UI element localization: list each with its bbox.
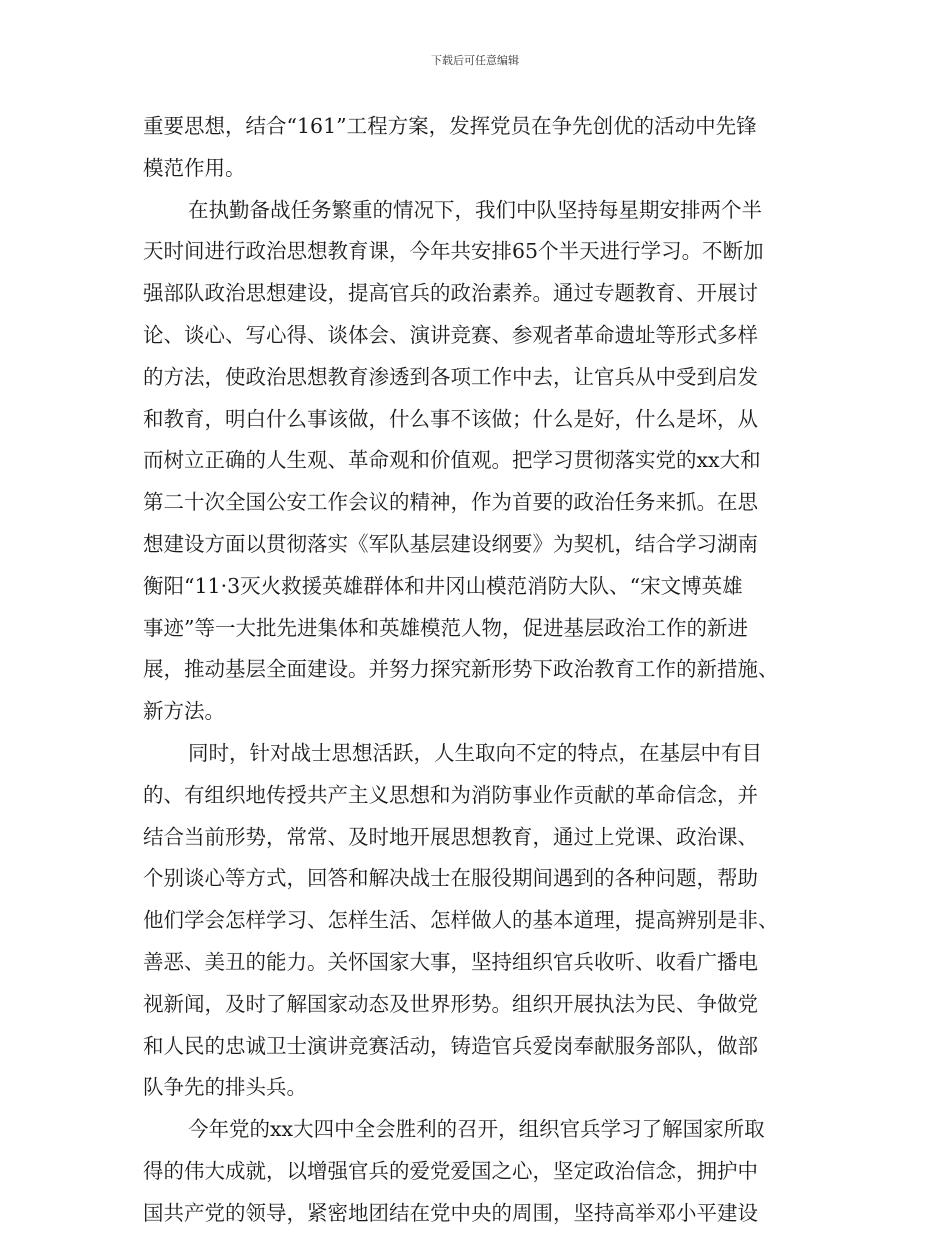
text-line: 和人民的忠诚卫士演讲竞赛活动，铸造官兵爱岗奉献服务部队，做部 bbox=[143, 1033, 758, 1058]
text-line: 天时间进行政治思想教育课，今年共安排65个半天进行学习。不断加 bbox=[143, 239, 764, 264]
text-line: 个别谈心等方式，回答和解决战士在服役期间遇到的各种问题，帮助 bbox=[143, 866, 758, 891]
text-line: 第二十次全国公安工作会议的精神，作为首要的政治任务来抓。在思 bbox=[143, 490, 758, 515]
text-line: 得的伟大成就，以增强官兵的爱党爱国之心，坚定政治信念，拥护中 bbox=[143, 1158, 758, 1183]
text-line: 论、谈心、写心得、谈体会、演讲竞赛、参观者革命遗址等形式多样 bbox=[143, 322, 758, 347]
paragraph bbox=[143, 1109, 815, 1234]
paragraph bbox=[143, 106, 815, 190]
text-line: 展，推动基层全面建设。并努力探究新形势下政治教育工作的新措施、 bbox=[143, 657, 779, 682]
text-line: 结合当前形势，常常、及时地开展思想教育，通过上党课、政治课、 bbox=[143, 824, 758, 849]
text-line: 善恶、美丑的能力。关怀国家大事，坚持组织官兵收听、收看广播电 bbox=[143, 949, 758, 974]
paragraph bbox=[143, 190, 815, 733]
text-line: 国共产党的领导，紧密地团结在党中央的周围，坚持高举邓小平建设 bbox=[143, 1200, 758, 1225]
text-line: 在执勤备战任务繁重的情况下，我们中队坚持每星期安排两个半 bbox=[188, 197, 762, 222]
text-line: 重要思想，结合“161”工程方案，发挥党员在争先创优的活动中先锋 bbox=[143, 114, 757, 138]
text-line: 而树立正确的人生观、革命观和价值观。把学习贯彻落实党的xx大和 bbox=[143, 448, 761, 473]
text-line: 今年党的xx大四中全会胜利的召开，组织官兵学习了解国家所取 bbox=[188, 1117, 765, 1142]
text-line: 他们学会怎样学习、怎样生活、怎样做人的基本道理，提高辨别是非、 bbox=[143, 908, 779, 933]
paragraph bbox=[143, 733, 815, 1109]
text-line: 衡阳“11·3灭火救援英雄群体和井冈山模范消防大队、“宋文博英雄 bbox=[143, 573, 743, 598]
text-line: 的方法，使政治思想教育渗透到各项工作中去，让官兵从中受到启发 bbox=[143, 364, 758, 389]
document-body bbox=[143, 106, 815, 1235]
text-line: 新方法。 bbox=[143, 699, 225, 724]
page-header: 下载后可任意编辑 bbox=[431, 54, 519, 67]
text-line: 和教育，明白什么事该做，什么事不该做；什么是好，什么是坏，从 bbox=[143, 406, 758, 431]
text-line: 强部队政治思想建设，提高官兵的政治素养。通过专题教育、开展讨 bbox=[143, 281, 758, 306]
text-line: 想建设方面以贯彻落实《军队基层建设纲要》为契机，结合学习湖南 bbox=[143, 531, 758, 556]
text-line: 视新闻，及时了解国家动态及世界形势。组织开展执法为民、争做党 bbox=[143, 991, 758, 1016]
text-line: 模范作用。 bbox=[143, 155, 246, 180]
text-line: 事迹”等一大批先进集体和英雄模范人物，促进基层政治工作的新进 bbox=[143, 615, 748, 640]
text-line: 的、有组织地传授共产主义思想和为消防事业作贡献的革命信念，并 bbox=[143, 782, 758, 807]
text-line: 队争先的排头兵。 bbox=[143, 1075, 307, 1100]
text-line: 同时，针对战士思想活跃，人生取向不定的特点，在基层中有目 bbox=[188, 740, 762, 765]
